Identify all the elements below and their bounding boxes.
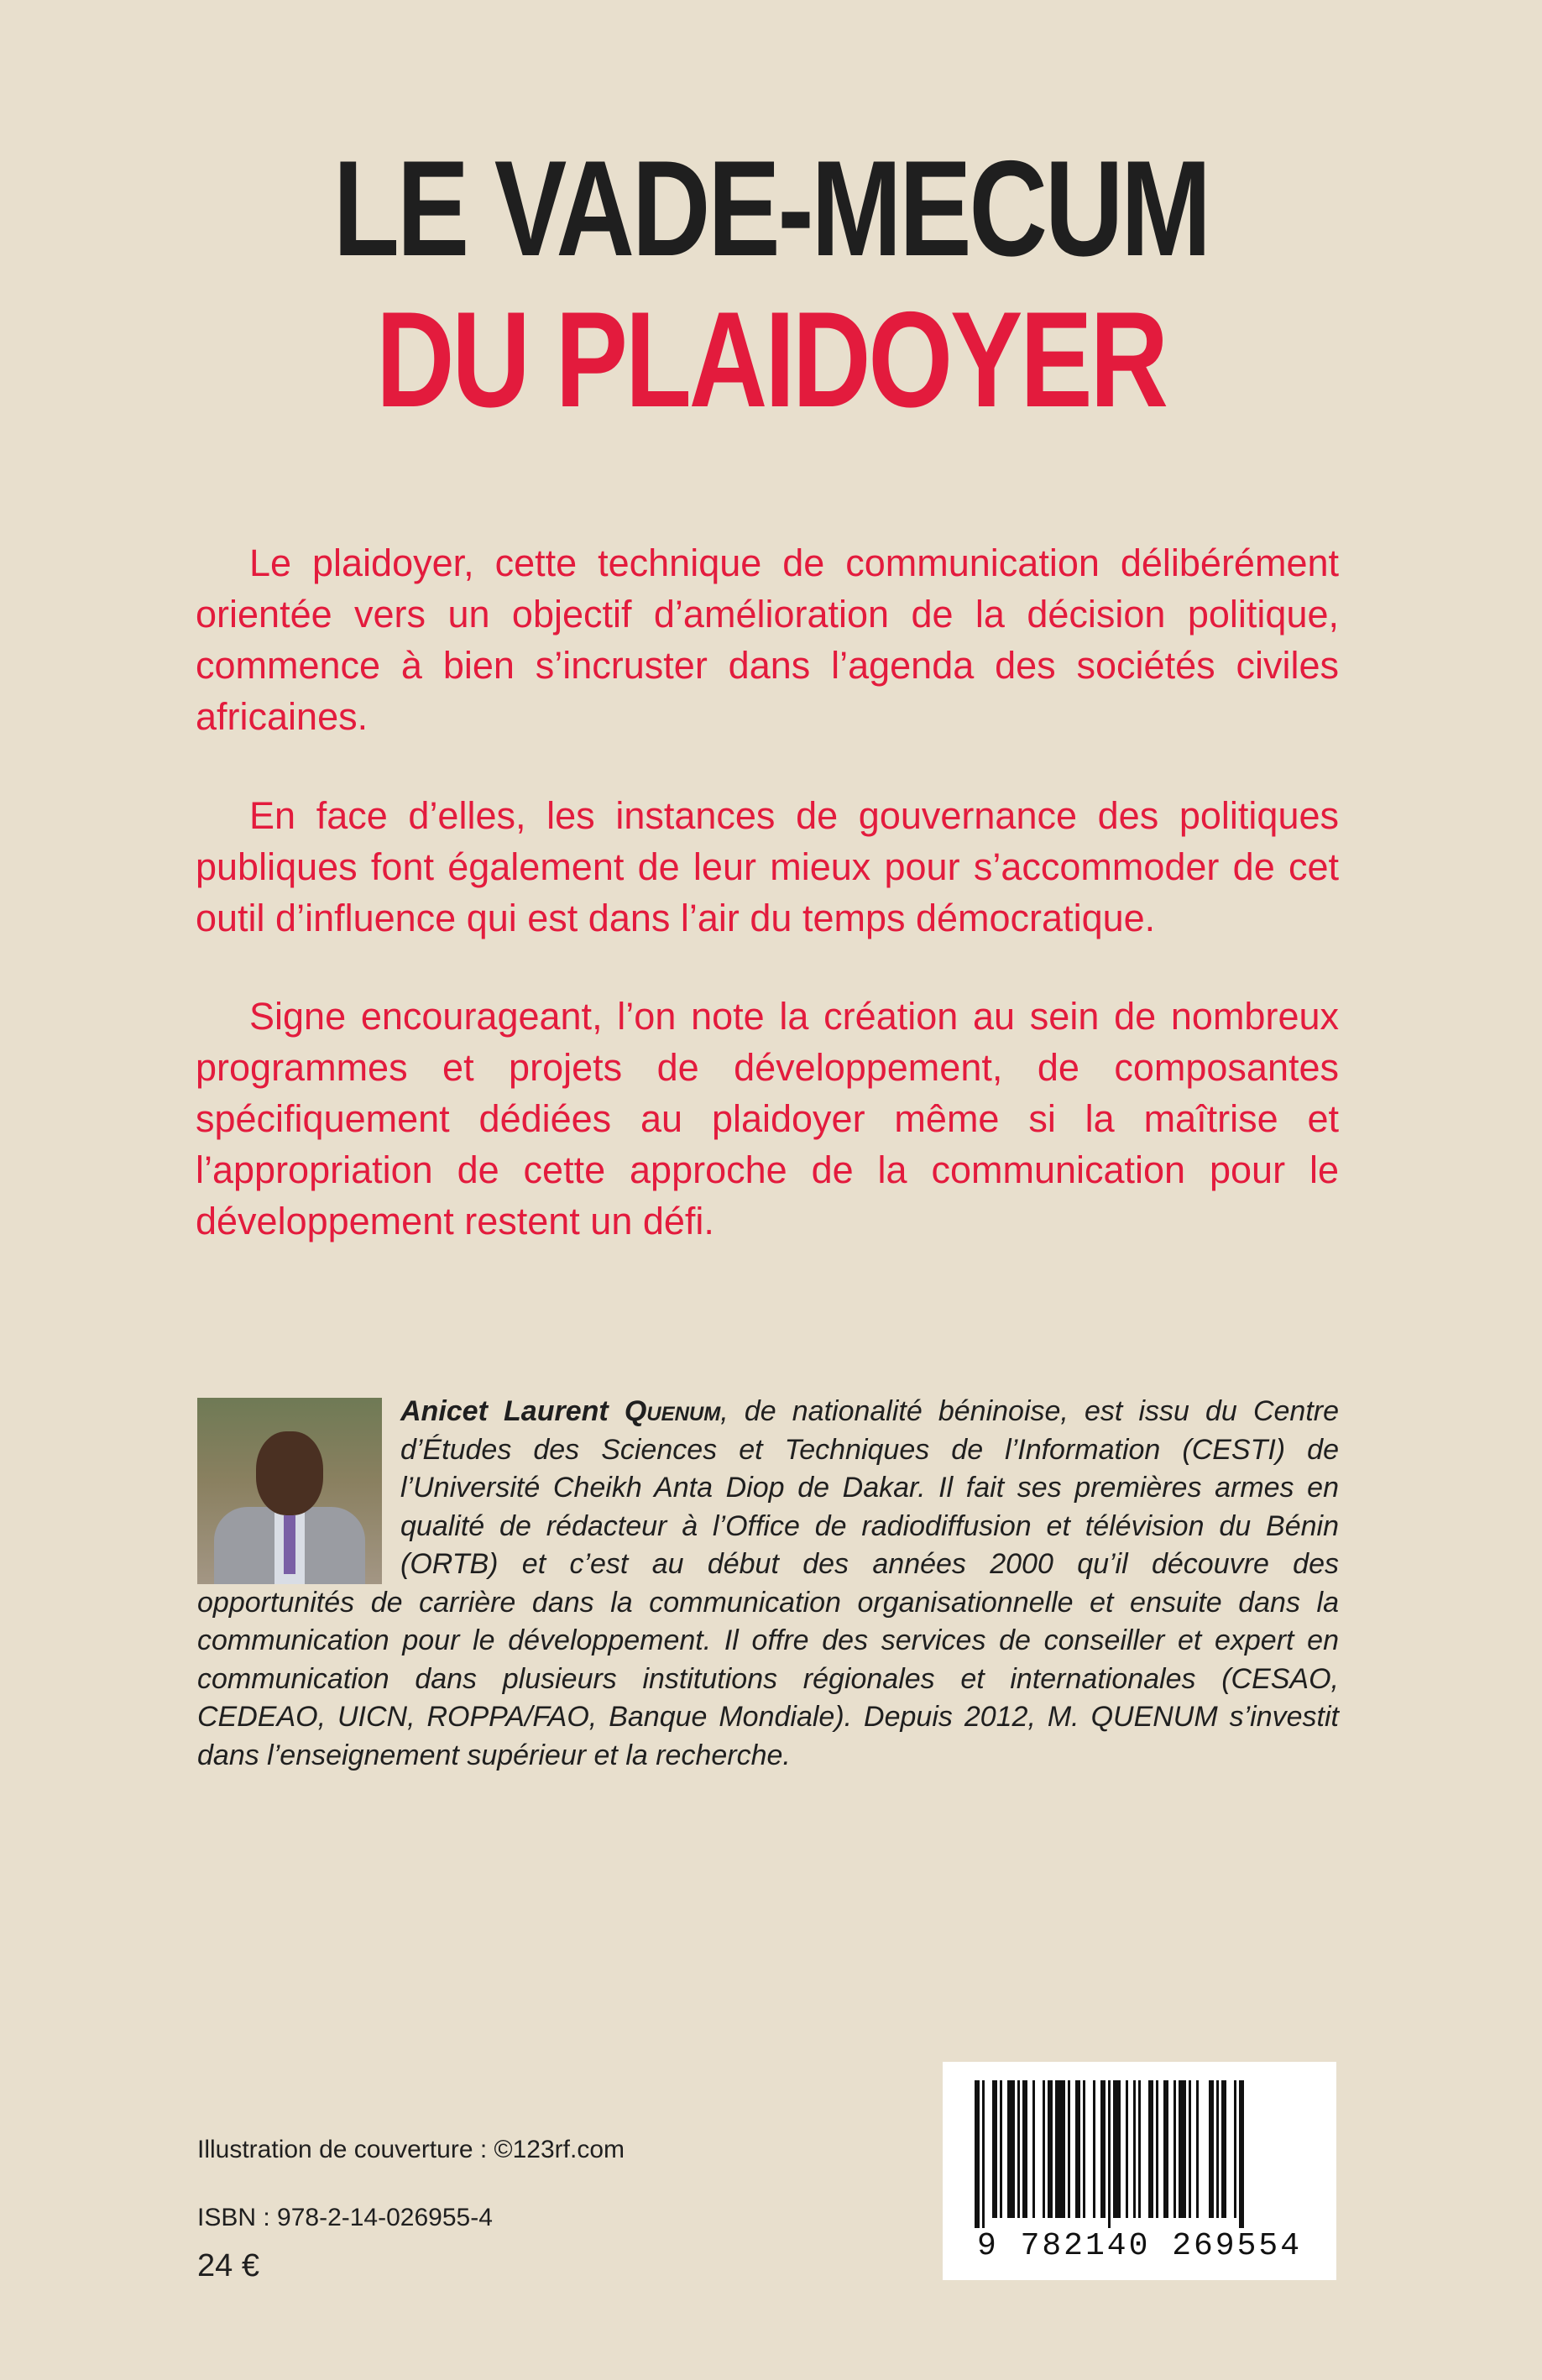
isbn: ISBN : 978-2-14-026955-4 (197, 2204, 493, 2231)
author-first-names: Anicet Laurent (400, 1395, 625, 1427)
title-line-2: DU PLAIDOYER (375, 284, 1166, 436)
title-line-1: LE VADE-MECUM (332, 133, 1209, 285)
author-bio-text: , de nationalité béninoise, est issu du Centre d’Études des Sciences et Techniques de l’Information (CESTI) de l’Université Cheikh Anta Diop de Dakar. Il fait ses premières armes en qualité de rédacteur à l’Office de radiodiffusion et télévision du Bénin (ORTB) et c’est au début des années 2000 qu’il découvre des opportunités de carrière dans la communication organisationnelle et ensuite dans la communication pour le développement. Il offre des services de conseiller et expert en communication dans plusieurs institutions régionales et internationales (CESAO, CEDEAO, UICN, ROPPA/FAO, Banque Mondiale). Depuis 2012, M. QUENUM s’investit dans l’enseignement supérieur et la recherche. (197, 1395, 1340, 1771)
barcode (943, 2062, 1336, 2280)
blurb-paragraph-1: Le plaidoyer, cette technique de communication délibérément orientée vers un objectif d’amélioration de la décision politique, commence à bien s’incruster dans l’agenda des sociétés civiles africaines. (196, 541, 1339, 738)
blurb-paragraph-2: En face d’elles, les instances de gouvernance des politiques publiques font également de leur mieux pour s’accommoder de cet outil d’influence qui est dans l’air du temps démocratique. (196, 794, 1339, 939)
author-surname: Quenum (624, 1395, 721, 1427)
barcode-bars (943, 2062, 1336, 2230)
author-biography (197, 1393, 1339, 1775)
cover-illustration-credit: Illustration de couverture : ©123rf.com (197, 2136, 625, 2163)
barcode-digits: 9 782140 269554 (976, 2228, 1303, 2264)
price: 24 € (197, 2248, 259, 2283)
blurb-paragraph-3: Signe encourageant, l’on note la création au sein de nombreux programmes et projets de développement, de composantes spécifiquement dédiées au plaidoyer même si la maîtrise et l’appropriation de cette approche de la communication pour le développement restent un défi. (196, 995, 1339, 1242)
